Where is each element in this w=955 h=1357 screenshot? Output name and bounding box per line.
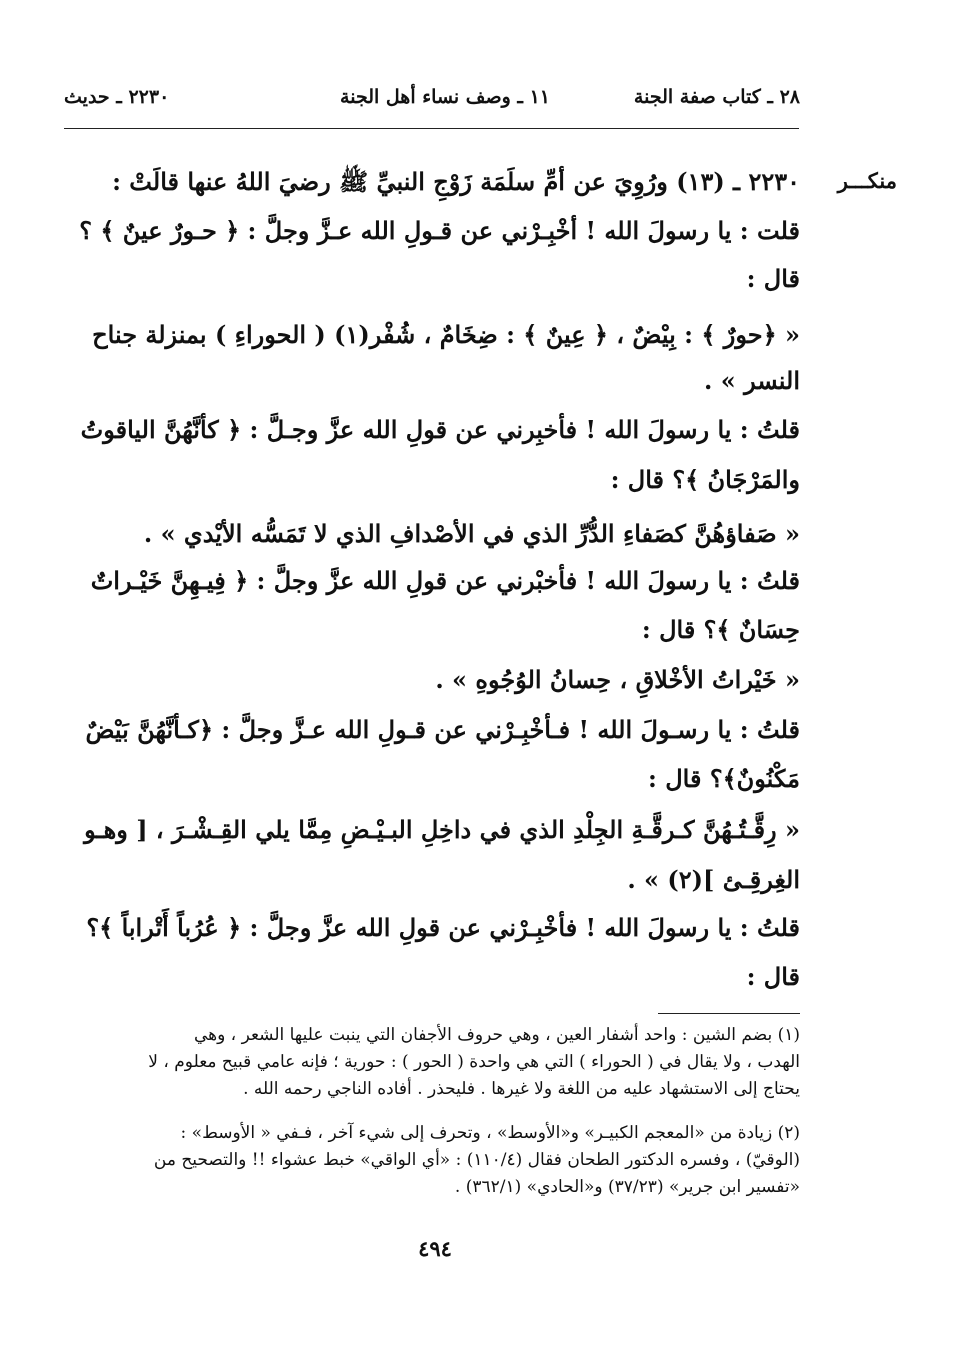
body-line: والمَرْجَانُ ﴾؟ قال : — [610, 465, 800, 494]
body-line: قلت : يا رسولَ الله ! أخْبِـرْني عن قـولِ الله عـزَّ وجلَّ : ﴿ حـورٌ عينٌ ﴾ ؟ — [79, 216, 800, 245]
body-line: قلتُ : يا رسولَ الله ! فأخْبِـرْني عن قولِ الله عزَّ وجلَّ : ﴿ عُرُباً أَتْراباً ﴾؟ — [86, 913, 800, 942]
body-line: ٢٢٣٠ ـ (١٣) ورُوِيَ عن أمِّ سلَمَة زَوْجِ النبيِّ ﷺ رضيَ اللهُ عنها قالَتْ : — [112, 167, 800, 196]
hadith-grade: منكـــر — [837, 168, 897, 193]
header-hadith-label: ٢٢٣٠ ـ حديث — [64, 86, 170, 108]
footnote-line: يحتاج إلى الاستشهاد عليه من اللغة ولا غيرها . فليحذر . أفاده الناجي رحمه الله . — [243, 1079, 800, 1099]
body-line: « ﴿حورٌ ﴾ : بِيْضٌ ، ﴿ عِينٌ ﴾ : ضِخَامٌ ، شُفْر(١) ( الحوراءِ ) بمنزلة جناح — [92, 320, 800, 349]
footnote-divider — [658, 1013, 800, 1014]
running-header — [64, 82, 800, 116]
body-line: مَكْنُونٌ﴾؟ قال : — [648, 764, 800, 793]
footnote-line: الهدب ، ولا يقال في ( الحوراء ) التي هي واحدة ( الحور ) : حورية ؛ فإنه عامي قبيح معلوم ، لا — [148, 1052, 800, 1072]
body-line: حِسَانٌ ﴾؟ قال : — [641, 615, 800, 644]
body-line: النسر » . — [704, 366, 800, 395]
footnote-line: (٢) زيادة من «المعجم الكبيـر» و«الأوسط» ، وتحرف إلى شيء آخر ، فـفي « الأوسط» : — [180, 1123, 800, 1143]
body-line: قلتُ : يا رسـولَ الله ! فـأخْبِـرْني عن قـولِ الله عـزَّ وجلَّ : ﴿كـأنَّهُنَّ بَيْضٌ — [85, 715, 800, 744]
body-line: « رِقَّـتُـهُنَّ كـرقَّـةِ الجِلْدِ الذي في داخِلِ البـيْـضِ مِمَّا يلي القِـشْـرَ ، [ وهـو — [84, 815, 800, 844]
body-line: الغِرقِـئ ](٢) » . — [627, 865, 800, 894]
header-book-chapter: ٢٨ ـ كتاب صفة الجنة — [633, 86, 800, 108]
body-line: قال : — [746, 962, 800, 991]
footnote-line: (١) بضم الشين : واحد أشفار العين ، وهي حروف الأجفان التي ينبت عليها الشعر ، وهي — [193, 1025, 800, 1045]
footnote-line: (الوقيّ) ، وفسره الدكتور الطحان فقال (١١٠/٤) : «أي الواقي» خبط عشواء !! والتصحيح من — [153, 1150, 800, 1170]
body-line: « صَفاؤهُنَّ كصَفاءِ الدُّرِّ الذي في الأصْدافِ الذي لا تَمَسُّه الأيْدي » . — [143, 519, 800, 548]
body-line: « خَيْراتُ الأخْلاقِ ، حِسانُ الوُجُوهِ » . — [435, 665, 800, 694]
footnote-line: «تفسير ابن جرير» (٣٧/٢٣) و«الحادي» (٣٦٢/١) . — [454, 1177, 800, 1197]
header-divider — [64, 128, 799, 129]
header-section: ١١ ـ وصف نساء أهل الجنة — [340, 86, 550, 108]
body-line: قال : — [746, 264, 800, 293]
page-number: ٤٩٤ — [418, 1236, 452, 1261]
body-line: قلتُ : يا رسولَ الله ! فأخبْرني عن قولِ الله عزَّ وجلَّ : ﴿ فِيـهِنَّ خَيْـراتٌ — [90, 566, 800, 595]
body-line: قلتُ : يا رسولَ الله ! فأخبِرني عن قولِ الله عزَّ وجـلَّ : ﴿ كأنَّهُنَّ الياقوتُ — [80, 415, 800, 444]
